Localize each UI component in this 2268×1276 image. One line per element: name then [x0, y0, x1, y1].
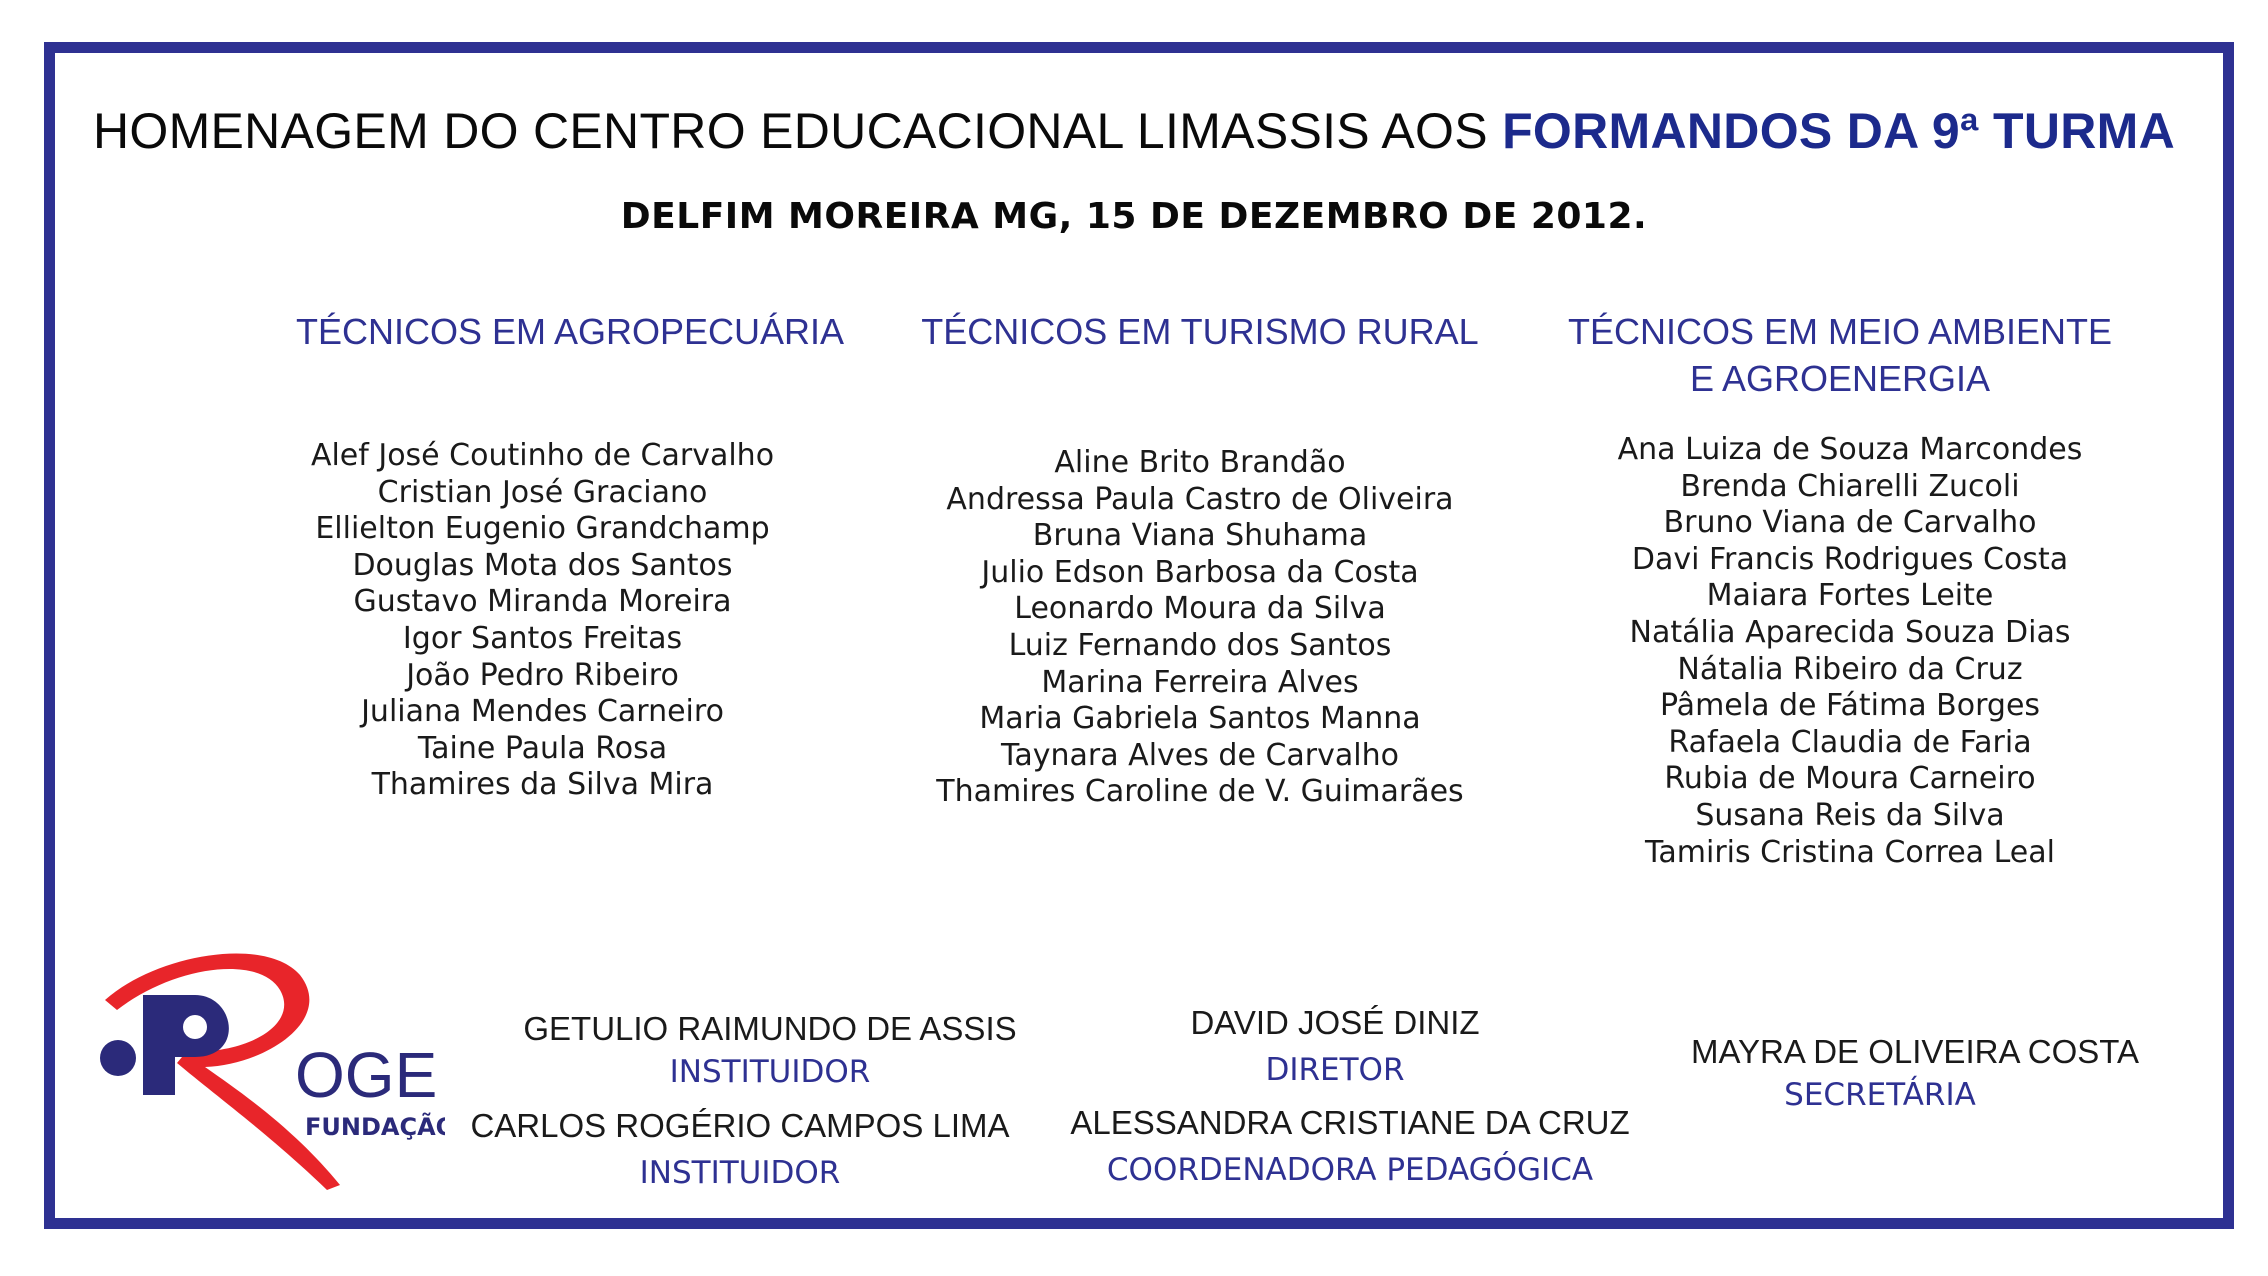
signature-role: INSTITUIDOR — [669, 1054, 871, 1090]
column-heading-line: E AGROENERGIA — [1689, 358, 1991, 399]
list-item: Gustavo Miranda Moreira — [353, 584, 732, 620]
list-item: Ana Luiza de Souza Marcondes — [1617, 432, 2083, 467]
title-highlight: FORMANDOS DA 9ª TURMA — [1502, 103, 2176, 159]
column-heading-turismo — [900, 308, 1500, 355]
list-item: Igor Santos Freitas — [402, 620, 683, 656]
signature-alessandra — [1050, 1104, 1650, 1188]
signature-getulio — [470, 1010, 1070, 1090]
list-item: Rafaela Claudia de Faria — [1668, 724, 2032, 760]
list-item: Pâmela de Fátima Borges — [1659, 688, 2041, 724]
signature-david — [1035, 1004, 1635, 1088]
signature-name: CARLOS ROGÉRIO CAMPOS LIMA — [470, 1107, 1010, 1144]
list-item: Alef José Coutinho de Carvalho — [310, 438, 775, 473]
list-item: Juliana Mendes Carneiro — [361, 694, 724, 730]
column-heading-line: TÉCNICOS EM TURISMO RURAL — [921, 311, 1479, 352]
signature-role: INSTITUIDOR — [639, 1155, 841, 1191]
list-item: Taynara Alves de Carvalho — [1001, 737, 1399, 773]
signature-role: DIRETOR — [1265, 1052, 1405, 1088]
list-item: Marina Ferreira Alves — [1041, 664, 1359, 700]
list-item: João Pedro Ribeiro — [406, 657, 679, 693]
list-item: Aline Brito Brandão — [1054, 445, 1346, 480]
name-list-agropecuaria — [270, 438, 815, 804]
list-item: Bruna Viana Shuhama — [1032, 518, 1368, 554]
list-item: Thamires Caroline de V. Guimarães — [936, 774, 1464, 810]
list-item: Taine Paula Rosa — [417, 730, 668, 766]
signature-name: GETULIO RAIMUNDO DE ASSIS — [523, 1010, 1017, 1047]
page-subtitle: DELFIM MOREIRA MG, 15 DE DEZEMBRO DE 2012. — [620, 196, 1648, 237]
list-item: Luiz Fernando dos Santos — [1008, 627, 1392, 663]
list-item: Susana Reis da Silva — [1695, 797, 2005, 833]
list-item: Ellielton Eugenio Grandchamp — [315, 511, 770, 547]
page-title — [0, 102, 2268, 160]
column-heading-agropecuaria — [270, 308, 870, 355]
name-list-meio-ambiente — [1555, 432, 2145, 871]
signature-name: DAVID JOSÉ DINIZ — [1190, 1004, 1480, 1041]
column-heading-line: TÉCNICOS EM MEIO AMBIENTE — [1567, 311, 2113, 352]
list-item: Natália Aparecida Souza Dias — [1629, 614, 2071, 650]
signature-mayra — [1615, 1033, 2215, 1113]
list-item: Julio Edson Barbosa da Costa — [981, 554, 1419, 590]
column-heading-line: TÉCNICOS EM AGROPECUÁRIA — [295, 311, 845, 352]
list-item: Davi Francis Rodrigues Costa — [1631, 541, 2069, 577]
logo-letters: OGE — [295, 1039, 438, 1111]
list-item: Brenda Chiarelli Zucoli — [1680, 468, 2020, 504]
list-item: Tamiris Cristina Correa Leal — [1645, 834, 2055, 870]
signature-carlos — [440, 1107, 1040, 1191]
list-item: Douglas Mota dos Santos — [352, 547, 733, 583]
list-item: Maria Gabriela Santos Manna — [979, 701, 1421, 737]
roge-logo-icon — [95, 945, 445, 1200]
list-item: Rubia de Moura Carneiro — [1664, 761, 2036, 797]
list-item: Leonardo Moura da Silva — [1014, 591, 1386, 627]
name-list-turismo — [900, 445, 1500, 811]
signature-role: SECRETÁRIA — [1784, 1077, 1976, 1113]
list-item: Cristian José Graciano — [377, 474, 708, 510]
list-item: Maiara Fortes Leite — [1706, 578, 1994, 614]
list-item: Bruno Viana de Carvalho — [1663, 505, 2037, 541]
signature-name: ALESSANDRA CRISTIANE DA CRUZ — [1070, 1104, 1630, 1141]
list-item: Nátalia Ribeiro da Cruz — [1677, 651, 2023, 687]
signature-name: MAYRA DE OLIVEIRA COSTA — [1690, 1033, 2140, 1070]
list-item: Andressa Paula Castro de Oliveira — [946, 481, 1454, 517]
column-heading-meio-ambiente — [1540, 308, 2140, 402]
title-prefix: HOMENAGEM DO CENTRO EDUCACIONAL LIMASSIS AOS — [92, 103, 1503, 159]
logo-foundation-label: FUNDAÇÃO — [305, 1113, 445, 1141]
roge-foundation-logo — [95, 945, 445, 1200]
list-item: Thamires da Silva Mira — [371, 767, 714, 803]
signature-role: COORDENADORA PEDAGÓGICA — [1106, 1152, 1594, 1188]
